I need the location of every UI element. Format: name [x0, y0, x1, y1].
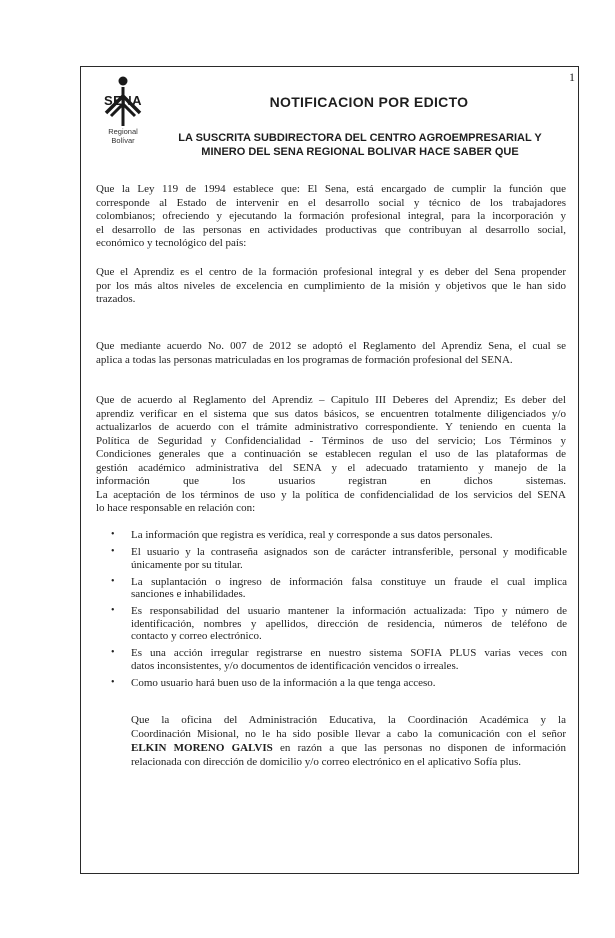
- responsibilities-list: [111, 529, 567, 694]
- text-line: Que la oficina del Administración Educativa, la Coordinación Académica y la: [131, 714, 566, 726]
- text-line: Que el Aprendiz es el centro de la formación profesional integral y es deber del Sena propender: [96, 266, 566, 278]
- page-number: 1: [569, 70, 575, 84]
- text-line: contacto y correo electrónico.: [131, 630, 262, 642]
- text-line: económico y tecnológico del país:: [96, 237, 247, 249]
- document-title: NOTIFICACION POR EDICTO: [269, 94, 469, 110]
- text-line: trazados.: [96, 293, 136, 305]
- text-line: Es una acción irregular registrarse en nuestro sistema SOFIA PLUS varias veces con: [131, 647, 567, 659]
- subtitle-line: LA SUSCRITA SUBDIRECTORA DEL CENTRO AGROEMPRESARIAL Y: [178, 132, 542, 144]
- list-item: [111, 529, 567, 542]
- list-item: [111, 605, 567, 643]
- sena-logo: [94, 76, 152, 148]
- text-line: aplica a todas las personas matriculadas en los programas de formación profesional del SENA.: [96, 353, 513, 366]
- bullet-icon: •: [111, 575, 115, 587]
- text-line: Que mediante acuerdo No. 007 de 2012 se adoptó el Reglamento del Aprendiz Sena, el cual se: [96, 340, 566, 352]
- text-line: Que la Ley 119 de 1994 establece que: El Sena, está encargado de cumplir la función que: [96, 183, 566, 195]
- paragraph-ley-119: [96, 183, 566, 251]
- list-item: [111, 677, 567, 690]
- paragraph-reglamento: [96, 394, 566, 516]
- text-line: relacionada con dirección de domicilio y/o correo electrónico en el aplicativo Sofía plus.: [131, 756, 522, 768]
- text-line: Condiciones generales que a continuación se establecen regulan el uso de las plataformas de: [96, 448, 566, 460]
- bullet-icon: •: [111, 605, 115, 616]
- text-line: únicamente por su titular.: [131, 558, 243, 571]
- list-item: [111, 546, 567, 571]
- text-line: gestión académico administrativa del SENA y el adecuado tratamiento y manejo de la: [96, 461, 566, 474]
- logo-wordmark: SENA: [103, 93, 143, 108]
- bullet-icon: •: [111, 676, 115, 688]
- logo-region: Regional: [108, 127, 138, 136]
- subtitle-line: MINERO DEL SENA REGIONAL BOLIVAR HACE SABER QUE: [201, 146, 519, 158]
- document-subtitle: [158, 131, 562, 159]
- text-fragment: en razón a que las personas no disponen de información: [272, 742, 566, 754]
- paragraph-acuerdo: [96, 340, 566, 367]
- text-line: lo hace responsable en relación con:: [96, 502, 256, 514]
- text-line: por los más altos niveles de excelencia en cumplimiento de la misión y objetivos que le han sido: [96, 279, 566, 292]
- text-line: La información que registra es verídica, real y corresponde a sus datos personales.: [131, 529, 493, 541]
- text-line: identificación, nombres y apellidos, dirección de residencia, números de teléfono de: [131, 617, 567, 630]
- text-line: Política de Seguridad y Confidencialidad - Términos de uso del servicio; Los Términos y: [96, 434, 566, 447]
- text-line: El usuario y la contraseña asignados son de carácter intransferible, personal y modificable: [131, 546, 567, 558]
- text-line: información que los usuarios registran en dichos sistemas.: [96, 475, 566, 487]
- text-line: Es responsabilidad del usuario mantener la información actualizada: Tipo y número de: [131, 605, 567, 617]
- text-line: colombianos; ofreciendo y ejecutando la formación profesional integral, para la incorporación y: [96, 210, 566, 222]
- logo-region-name: Bolívar: [111, 136, 135, 145]
- text-line: datos inconsistentes, y/o documentos de identificación vencidos o irreales.: [131, 659, 459, 672]
- text-line: corresponde al Estado de intervenir en el desarrollo social y técnico de los trabajadores: [96, 196, 566, 209]
- paragraph-notificacion: [131, 713, 566, 769]
- bullet-icon: •: [111, 529, 115, 540]
- text-line: sanciones e inhabilidades.: [131, 588, 246, 600]
- text-line: aprendiz verificar en el sistema que sus datos básicos, se encuentren totalmente diligenciados y/o: [96, 407, 566, 420]
- text-line: Que de acuerdo al Reglamento del Aprendiz – Capitulo III Deberes del Aprendiz; Es deber del: [96, 394, 566, 406]
- text-line: Como usuario hará buen uso de la información a la que tenga acceso.: [131, 676, 436, 689]
- list-item: [111, 647, 567, 672]
- text-line: el desarrollo de las personas en actividades productivas que contribuyan al desarrollo social,: [96, 223, 566, 236]
- text-line: La suplantación o ingreso de información falsa constituye un fraude el cual implica: [131, 575, 567, 588]
- text-line: La aceptación de los términos de uso y la política de confidencialidad de los servicios del SENA: [96, 488, 566, 501]
- paragraph-aprendiz: [96, 266, 566, 307]
- person-name: ELKIN MORENO GALVIS: [131, 742, 273, 754]
- bullet-icon: •: [111, 647, 115, 658]
- text-line: actualizarlos de acuerdo con el trámite administrativo correspondiente. Y teniendo en cuenta la: [96, 421, 566, 433]
- bullet-icon: •: [111, 546, 115, 557]
- list-item: [111, 576, 567, 601]
- text-line: [131, 741, 566, 755]
- text-line: Coordinación Misional, no le ha sido posible llevar a cabo la comunicación con el señor: [131, 728, 566, 740]
